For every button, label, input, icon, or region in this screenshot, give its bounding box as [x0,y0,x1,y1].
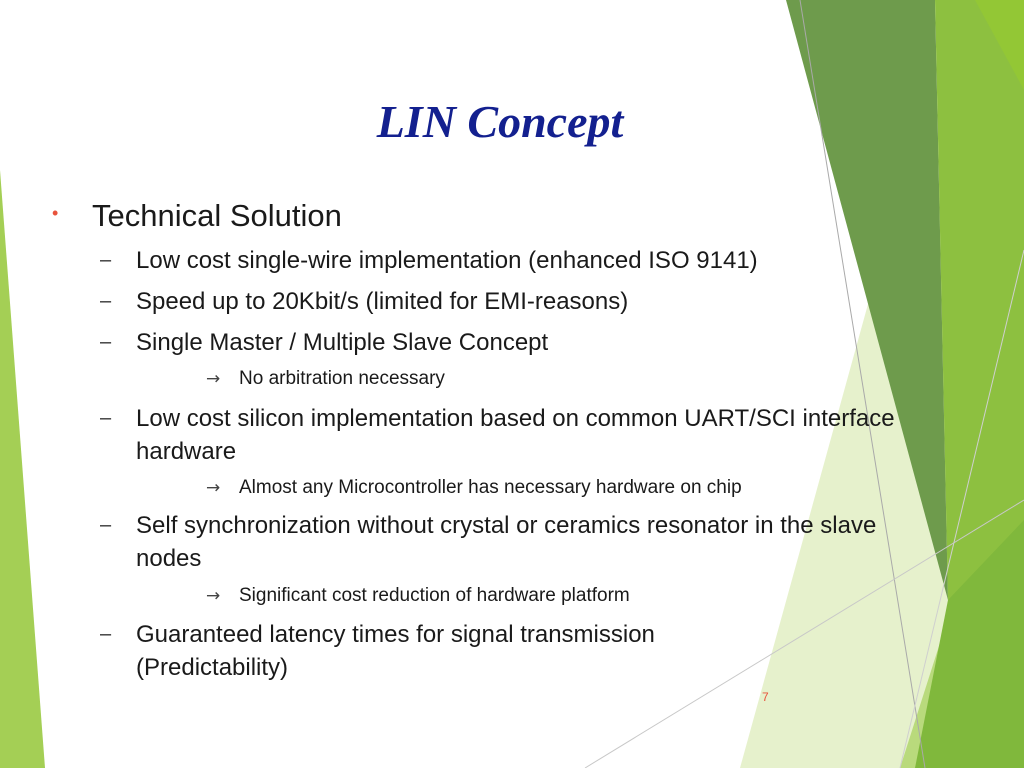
sub-item-text: Low cost silicon implementation based on common UART/SCI interface hardware [136,405,895,465]
bullet-dot-icon: • [52,203,59,223]
arrow-right-icon: → [206,586,221,606]
note-text: No arbitration necessary [239,368,445,389]
dash-icon: – [100,407,112,429]
note-text: Significant cost reduction of hardware platform [239,585,630,606]
sub-item-single-wire [100,244,940,277]
sub-item-text: Speed up to 20Kbit/s (limited for EMI-reasons) [136,288,629,315]
note-cost-reduction [206,584,630,608]
sub-item-master-slave [100,326,940,359]
bullet-text: Technical Solution [92,198,342,233]
sub-item-latency [100,618,760,684]
sub-item-text: Guaranteed latency times for signal transmission (Predictability) [136,621,655,681]
arrow-right-icon: → [206,478,221,498]
sub-item-speed [100,285,940,318]
dash-icon: – [100,623,112,645]
page-number: 7 [762,690,769,704]
dash-icon: – [100,514,112,536]
note-microcontroller [206,476,742,500]
note-no-arbitration [206,367,445,391]
sub-item-silicon [100,402,900,468]
dash-icon: – [100,290,112,312]
arrow-right-icon: → [206,369,221,389]
dash-icon: – [100,331,112,353]
note-text: Almost any Microcontroller has necessary hardware on chip [239,477,742,498]
slide-title: LIN Concept [376,96,624,147]
sub-item-self-sync [100,509,920,575]
sub-item-text: Low cost single-wire implementation (enhanced ISO 9141) [136,247,758,274]
dash-icon: – [100,249,112,271]
sub-item-text: Self synchronization without crystal or ceramics resonator in the slave nodes [136,512,877,572]
sub-item-text: Single Master / Multiple Slave Concept [136,329,549,356]
